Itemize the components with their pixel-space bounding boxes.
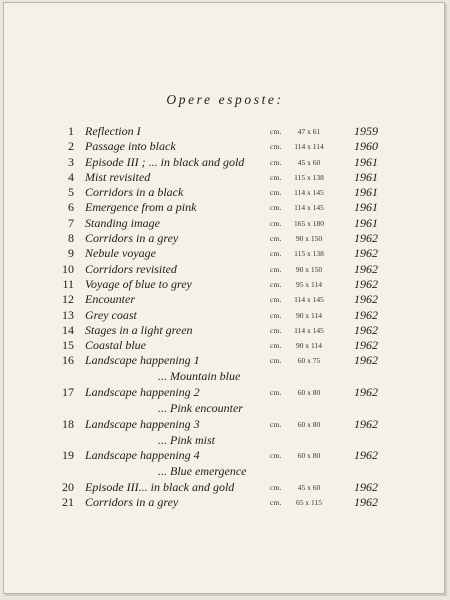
work-number: 3 — [68, 154, 74, 169]
work-year: 1961 — [354, 154, 378, 169]
work-row — [0, 353, 450, 385]
work-dimensions: 60 x 80 — [297, 451, 321, 461]
work-number: 4 — [68, 169, 74, 184]
work-row — [0, 231, 450, 246]
work-subtitle: ... Pink encounter — [158, 401, 243, 416]
work-row — [0, 170, 450, 185]
works-list — [0, 124, 450, 510]
work-number: 20 — [62, 479, 74, 494]
work-unit: cm. — [270, 498, 282, 508]
work-title: Reflection I — [85, 124, 141, 138]
work-dimensions: 90 x 150 — [295, 264, 323, 274]
work-year: 1962 — [354, 246, 378, 261]
work-row — [0, 292, 450, 307]
work-unit: cm. — [270, 127, 282, 136]
work-year: 1962 — [354, 416, 378, 431]
work-dimensions: 90 x 150 — [295, 234, 323, 244]
work-number: 5 — [68, 185, 74, 200]
work-title: Corridors revisited — [85, 261, 177, 276]
work-row — [0, 448, 450, 480]
work-unit: cm. — [270, 264, 282, 274]
work-title: Emergence from a pink — [85, 200, 197, 215]
work-dimensions: 90 x 114 — [296, 310, 322, 320]
work-number: 15 — [62, 338, 74, 353]
work-unit: cm. — [270, 341, 282, 351]
work-row — [0, 338, 450, 353]
work-title: Nebule voyage — [85, 246, 156, 261]
work-subtitle: ... Pink mist — [158, 432, 215, 447]
work-year: 1961 — [354, 200, 378, 215]
work-number: 11 — [62, 276, 74, 291]
work-year: 1962 — [354, 231, 378, 246]
work-unit: cm. — [270, 218, 282, 228]
work-year: 1962 — [354, 307, 378, 322]
work-row — [0, 308, 450, 323]
work-title: Corridors in a grey — [85, 495, 179, 510]
work-subtitle: ... Mountain blue — [158, 369, 241, 384]
work-unit: cm. — [270, 142, 282, 152]
work-dimensions: 60 x 75 — [297, 356, 321, 366]
work-dimensions: 45 x 60 — [297, 482, 321, 492]
work-title: Landscape happening 1 — [85, 353, 200, 368]
work-unit: cm. — [270, 310, 282, 320]
work-number: 12 — [62, 292, 74, 307]
work-unit: cm. — [270, 451, 282, 461]
work-title: Episode III ; ... in black and gold — [85, 154, 245, 169]
work-unit: cm. — [270, 325, 282, 335]
work-unit: cm. — [270, 482, 282, 492]
work-dimensions: 60 x 80 — [297, 388, 321, 398]
work-title: Grey coast — [85, 307, 137, 322]
work-year: 1962 — [354, 338, 378, 353]
work-row — [0, 216, 450, 231]
work-row — [0, 417, 450, 449]
work-unit: cm. — [270, 279, 282, 289]
work-row — [0, 277, 450, 292]
work-number: 17 — [62, 385, 74, 400]
work-title: Coastal blue — [85, 338, 147, 353]
work-unit: cm. — [270, 188, 282, 198]
work-dimensions: 60 x 80 — [297, 419, 321, 429]
work-dimensions: 114 x 145 — [294, 325, 324, 335]
work-row — [0, 480, 450, 495]
work-unit: cm. — [270, 419, 282, 429]
work-number: 8 — [68, 231, 74, 246]
work-row — [0, 246, 450, 261]
work-title: Voyage of blue to grey — [85, 276, 192, 291]
work-dimensions: 114 x 145 — [294, 295, 324, 305]
work-title: Encounter — [85, 292, 135, 307]
page-title: Opere esposte: — [166, 92, 284, 107]
work-year: 1960 — [354, 139, 378, 154]
work-unit: cm. — [270, 295, 282, 305]
work-dimensions: 65 x 115 — [296, 498, 322, 508]
work-year: 1962 — [354, 322, 378, 337]
work-row — [0, 124, 450, 139]
work-year: 1962 — [354, 385, 378, 400]
work-year: 1962 — [354, 276, 378, 291]
work-dimensions: 165 x 180 — [294, 218, 324, 228]
work-year: 1962 — [354, 495, 378, 510]
work-number: 1 — [68, 124, 74, 138]
work-title: Landscape happening 4 — [85, 448, 200, 463]
work-dimensions: 114 x 145 — [294, 203, 324, 213]
work-year: 1962 — [354, 353, 378, 368]
work-number: 9 — [68, 246, 74, 261]
work-row — [0, 495, 450, 510]
work-title: Stages in a light green — [85, 322, 193, 337]
work-number: 10 — [62, 261, 74, 276]
work-dimensions: 114 x 114 — [294, 142, 324, 152]
work-dimensions: 90 x 114 — [296, 341, 322, 351]
work-unit: cm. — [270, 172, 282, 182]
work-number: 21 — [62, 495, 74, 510]
work-row — [0, 323, 450, 338]
work-year: 1962 — [354, 292, 378, 307]
work-dimensions: 114 x 145 — [294, 188, 324, 198]
work-unit: cm. — [270, 249, 282, 259]
work-title: Passage into black — [85, 139, 176, 154]
work-title: Standing image — [85, 215, 160, 230]
work-number: 19 — [62, 448, 74, 463]
work-year: 1961 — [354, 215, 378, 230]
work-row — [0, 200, 450, 215]
work-unit: cm. — [270, 157, 282, 167]
work-unit: cm. — [270, 388, 282, 398]
work-number: 16 — [62, 353, 74, 368]
work-number: 13 — [62, 307, 74, 322]
work-row — [0, 155, 450, 170]
work-row — [0, 262, 450, 277]
work-year: 1962 — [354, 479, 378, 494]
work-year: 1962 — [354, 261, 378, 276]
work-unit: cm. — [270, 203, 282, 213]
work-row — [0, 185, 450, 200]
work-dimensions: 47 x 61 — [297, 127, 321, 136]
work-title: Corridors in a grey — [85, 231, 179, 246]
work-dimensions: 115 x 138 — [294, 249, 324, 259]
work-title: Corridors in a black — [85, 185, 184, 200]
work-number: 18 — [62, 416, 74, 431]
work-year: 1961 — [354, 185, 378, 200]
work-title: Landscape happening 2 — [85, 385, 200, 400]
work-subtitle: ... Blue emergence — [158, 464, 247, 479]
work-year: 1959 — [354, 124, 378, 138]
work-title: Episode III... in black and gold — [85, 479, 235, 494]
work-unit: cm. — [270, 234, 282, 244]
work-row — [0, 139, 450, 154]
work-year: 1961 — [354, 169, 378, 184]
work-unit: cm. — [270, 356, 282, 366]
work-dimensions: 45 x 60 — [297, 157, 321, 167]
work-number: 7 — [68, 215, 74, 230]
work-dimensions: 95 x 114 — [296, 279, 322, 289]
work-number: 14 — [62, 322, 74, 337]
work-dimensions: 115 x 138 — [294, 172, 324, 182]
work-number: 2 — [68, 139, 74, 154]
work-title: Mist revisited — [85, 169, 151, 184]
work-title: Landscape happening 3 — [85, 416, 200, 431]
work-row — [0, 385, 450, 417]
work-year: 1962 — [354, 448, 378, 463]
work-number: 6 — [68, 200, 74, 215]
